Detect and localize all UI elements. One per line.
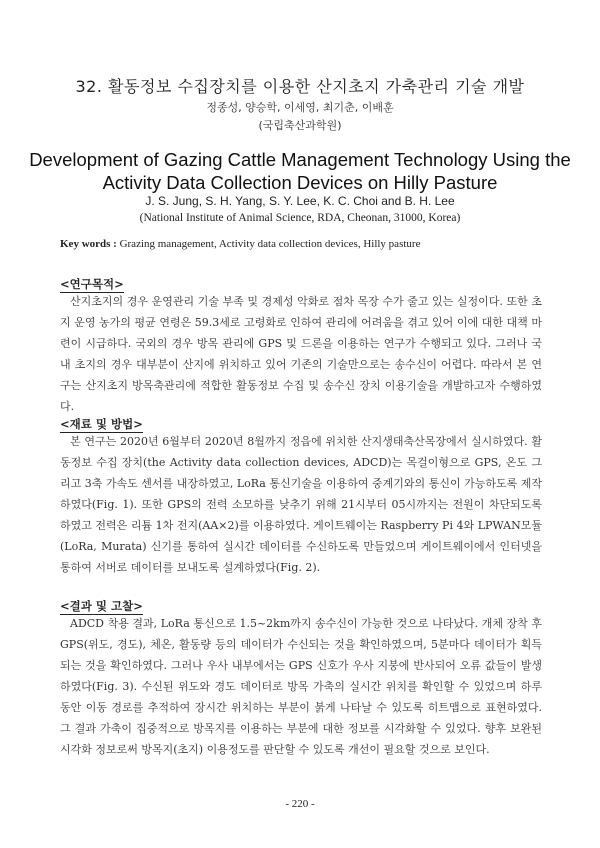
english-title [0, 148, 600, 194]
section-heading-results: <결과 및 고찰> [60, 599, 143, 613]
korean-title: 32. 활동정보 수집장치를 이용한 산지초지 가축관리 기술 개발 [75, 77, 525, 96]
section-body-results: ADCD 착용 결과, LoRa 통신으로 1.5~2km까지 송수신이 가능한 것으로 나타났다. 개체 장착 후 GPS(위도, 경도), 체온, 활동량 등의 데이터가 수신되는 것을 확인하였으며, 5분마다 데이터가 획득되는 것을 확인하였다. 그러나 우사 내부에서는 GPS 신호가 우사 지붕에 반사되어 오류 값들이 발생하였다(Fig. 3). 수신된 위도와 경도 데이터로 방목 가축의 실시간 위치를 확인할 수 있었으며 하루 동안 이동 경로를 추적하여 장시간 위치하는 부분이 붉게 나타날 수 있도록 히트맵으로 표현하였다. 그 결과 가축이 집중적으로 방목지를 이용하는 부분에 대한 정보를 시각화할 수 있었다. 향후 보완된 시각화 정보로써 방목지(초지) 이용정도를 판단할 수 있도록 개선이 필요할 것으로 보인다. [60, 617, 542, 756]
section-heading-methods: <재료 및 방법> [60, 417, 143, 431]
section-body-methods: 본 연구는 2020년 6월부터 2020년 8월까지 정읍에 위치한 산지생태축산목장에서 실시하였다. 활동정보 수집 장치(the Activity data collection devices, ADCD)는 목걸이형으로 GPS, 온도 그리고 3축 가속도 센서를 내장하였고, LoRa 통신기술을 이용하여 중계기와의 통신이 가능하도록 제작하였다(Fig. 1). 또한 GPS의 전력 소모하를 낮추기 위해 21시부터 05시까지는 전원이 차단되도록 하였고 전력은 리튬 1차 전지(AA×2)를 이용하였다. 게이트웨이는 Raspberry Pi 4와 LPWAN모듈(LoRa, Murata) 신기를 통하여 실시간 데이터를 수신하도록 만들었으며 게이트웨이에서 인터넷을 통하여 서버로 데이터를 보내도록 설계하였다(Fig. 2). [60, 435, 542, 574]
english-title-line1: Development of Gazing Cattle Management Technology Using the [29, 149, 571, 170]
keywords-label: Key words : [60, 238, 117, 250]
english-institution: (National Institute of Animal Science, RDA, Cheonan, 31000, Korea) [139, 212, 461, 224]
section-body-purpose: 산지초지의 경우 운영관리 기술 부족 및 경제성 악화로 점차 목장 수가 줄고 있는 실정이다. 또한 초지 운영 농가의 평균 연령은 59.3세로 고령화로 인하여 관리에 어려움을 겪고 있어 이에 대한 대책 마련이 시급하다. 국외의 경우 방목 관리에 GPS 및 드론을 이용하는 연구가 수행되고 있다. 그러나 국내 초지의 경우 대부분이 산지에 위치하고 있어 기존의 기술만으로는 송수신이 어렵다. 따라서 본 연구는 산지초지 방목축관리에 적합한 활동정보 수집 및 송수신 장치 이용기술을 개발하고자 수행하였다. [60, 295, 542, 413]
korean-institution: (국립축산과학원) [258, 119, 342, 132]
page-number: - 220 - [285, 798, 315, 810]
section-heading-purpose: <연구목적> [60, 277, 124, 291]
keywords [60, 238, 550, 250]
keywords-text: Grazing management, Activity data collection devices, Hilly pasture [119, 238, 421, 250]
english-title-line2: Activity Data Collection Devices on Hilly Pasture [102, 172, 498, 193]
english-authors: J. S. Jung, S. H. Yang, S. Y. Lee, K. C. Choi and B. H. Lee [145, 194, 455, 208]
korean-authors: 정종성, 양승학, 이세영, 최기춘, 이배훈 [206, 101, 394, 114]
